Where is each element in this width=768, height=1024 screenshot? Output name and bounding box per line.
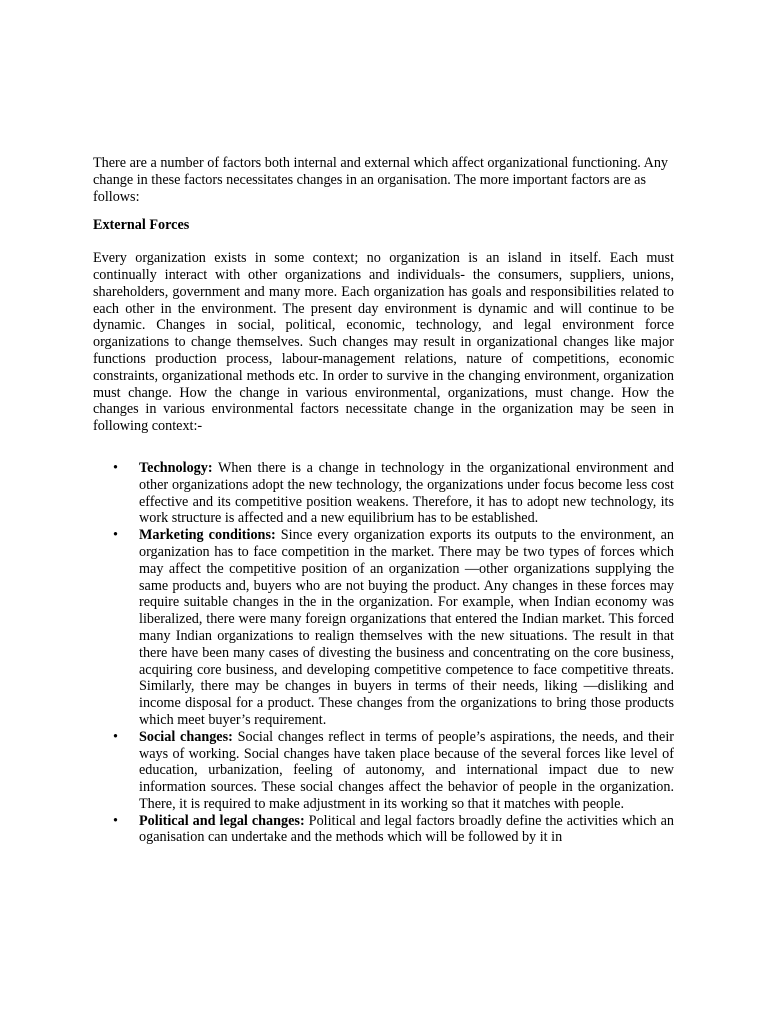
list-item-text: When there is a change in technology in the organizational environment and other organizations adopt the new technology, the organizations under focus become less cost effective and its competitive position weakens. Therefore, it has to adopt new technology, its work structure is affected and a new equilibrium has to be established. <box>139 459 674 527</box>
list-item-political <box>93 813 674 847</box>
section-heading: External Forces <box>93 217 190 234</box>
factor-list <box>93 460 674 846</box>
bullet-icon: • <box>113 527 118 544</box>
list-item-title: Political and legal changes: <box>139 812 305 829</box>
list-item-title: Technology: <box>139 459 213 476</box>
bullet-icon: • <box>113 459 118 476</box>
list-item-text: Since every organization exports its outputs to the environment, an organization has to face competition in the market. There may be two types of forces which may affect the competitive position of an organization —other organizations supplying the same products and, buyers who are not buying the product. Any changes in these forces may require suitable changes in the in the organization. For example, when Indian economy was liberalized, there were many foreign organizations that entered the Indian market. This forced many Indian organizations to realign themselves with the new situations. The result in that there have been many cases of divesting the business and concentrating on the core business, acquiring core business, and developing competitive competence to face competitive threats. Similarly, there may be changes in buyers in terms of their needs, liking —disliking and income disposal for a product. These changes from the organizations to bring those products which meet buyer’s requirement. <box>139 527 674 728</box>
list-item-technology <box>93 460 674 527</box>
list-item-text: Political and legal factors broadly define the activities which an oganisation can undertake and the methods which will be followed by it in <box>139 812 674 846</box>
list-item-social <box>93 729 674 813</box>
list-item-title: Social changes: <box>139 728 233 745</box>
intro-paragraph: There are a number of factors both internal and external which affect organizational functioning. Any change in these factors necessitates changes in an organisation. The more important factors are as follows: <box>93 155 669 205</box>
bullet-icon: • <box>113 812 118 829</box>
list-item-text: Social changes reflect in terms of people’s aspirations, the needs, and their ways of working. Social changes have taken place because of the several forces like level of education, urbanization, feeling of autonomy, and international impact due to new information sources. These social changes affect the behavior of people in the organization. There, it is required to make adjustment in its working so that it matches with people. <box>139 728 674 812</box>
bullet-icon: • <box>113 728 118 745</box>
document-page <box>93 155 674 846</box>
list-item-title: Marketing conditions: <box>139 527 276 544</box>
body-paragraph: Every organization exists in some context; no organization is an island in itself. Each must continually interact with other organizations and individuals- the consumers, suppliers, unions, shareholders, government and many more. Each organization has goals and responsibilities related to each other in the environment. The present day environment is dynamic and will continue to be dynamic. Changes in social, political, economic, technology, and legal environment force organizations to change themselves. Such changes may result in organizational changes like major functions production process, labour-management relations, nature of competitions, economic constraints, organizational methods etc. In order to survive in the changing environment, organization must change. How the change in various environmental, organizations, must change. How the changes in various environmental factors necessitate change in the organization may be seen in following context:- <box>93 250 674 435</box>
list-item-marketing <box>93 527 674 729</box>
